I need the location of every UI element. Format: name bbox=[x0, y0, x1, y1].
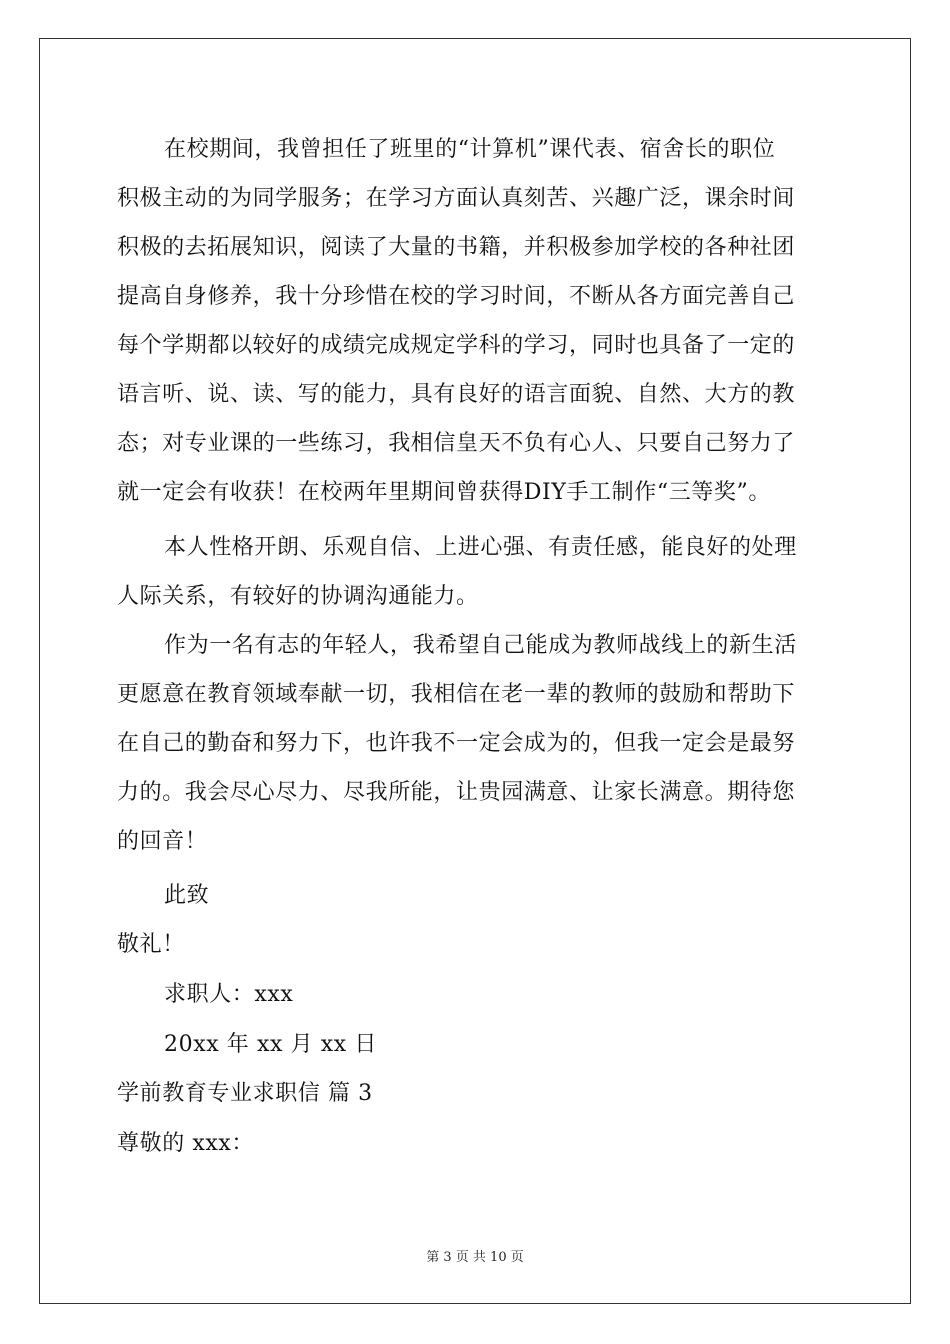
paragraph-line: 更愿意在教育领域奉献一切，我相信在老一辈的教师的鼓励和帮助下 bbox=[117, 682, 796, 707]
paragraph-line: 就一定会有收获！在校两年里期间曾获得DIY手工制作“三等奖”。 bbox=[117, 480, 771, 505]
paragraph-line: 在自己的勤奋和努力下，也许我不一定会成为的，但我一定会是最努 bbox=[117, 731, 796, 756]
closing-regards: 敬礼！ bbox=[117, 932, 185, 957]
paragraph-line: 在校期间，我曾担任了班里的“计算机”课代表、宿舍长的职位 bbox=[164, 137, 776, 162]
section-heading: 学前教育专业求职信 篇 3 bbox=[117, 1081, 373, 1106]
paragraph-line: 积极主动的为同学服务；在学习方面认真刻苦、兴趣广泛，课余时间 bbox=[117, 186, 796, 211]
paragraph-line: 提高自身修养，我十分珍惜在校的学习时间，不断从各方面完善自己 bbox=[117, 284, 796, 309]
paragraph-line: 力的。我会尽心尽力、尽我所能，让贵园满意、让家长满意。期待您 bbox=[117, 780, 796, 805]
page-number-footer: 第 3 页 共 10 页 bbox=[426, 1250, 524, 1265]
closing-salutation: 此致 bbox=[164, 883, 210, 908]
paragraph-line: 语言听、说、读、写的能力，具有良好的语言面貌、自然、大方的教 bbox=[117, 382, 796, 407]
paragraph-line: 作为一名有志的年轻人，我希望自己能成为教师战线上的新生活 bbox=[164, 633, 797, 658]
paragraph-line: 人际关系，有较好的协调沟通能力。 bbox=[117, 584, 479, 609]
paragraph-line: 的回音！ bbox=[117, 829, 208, 854]
greeting-line: 尊敬的 xxx： bbox=[117, 1131, 255, 1156]
paragraph-line: 本人性格开朗、乐观自信、上进心强、有责任感，能良好的处理 bbox=[164, 535, 797, 560]
paragraph-line: 态；对专业课的一些练习，我相信皇天不负有心人、只要自己努力了 bbox=[117, 431, 796, 456]
paragraph-line: 每个学期都以较好的成绩完成规定学科的学习，同时也具备了一定的 bbox=[117, 333, 796, 358]
letter-date: 20xx 年 xx 月 xx 日 bbox=[164, 1032, 378, 1057]
applicant-signature: 求职人：xxx bbox=[164, 982, 294, 1007]
paragraph-line: 积极的去拓展知识，阅读了大量的书籍，并积极参加学校的各种社团 bbox=[117, 235, 796, 260]
